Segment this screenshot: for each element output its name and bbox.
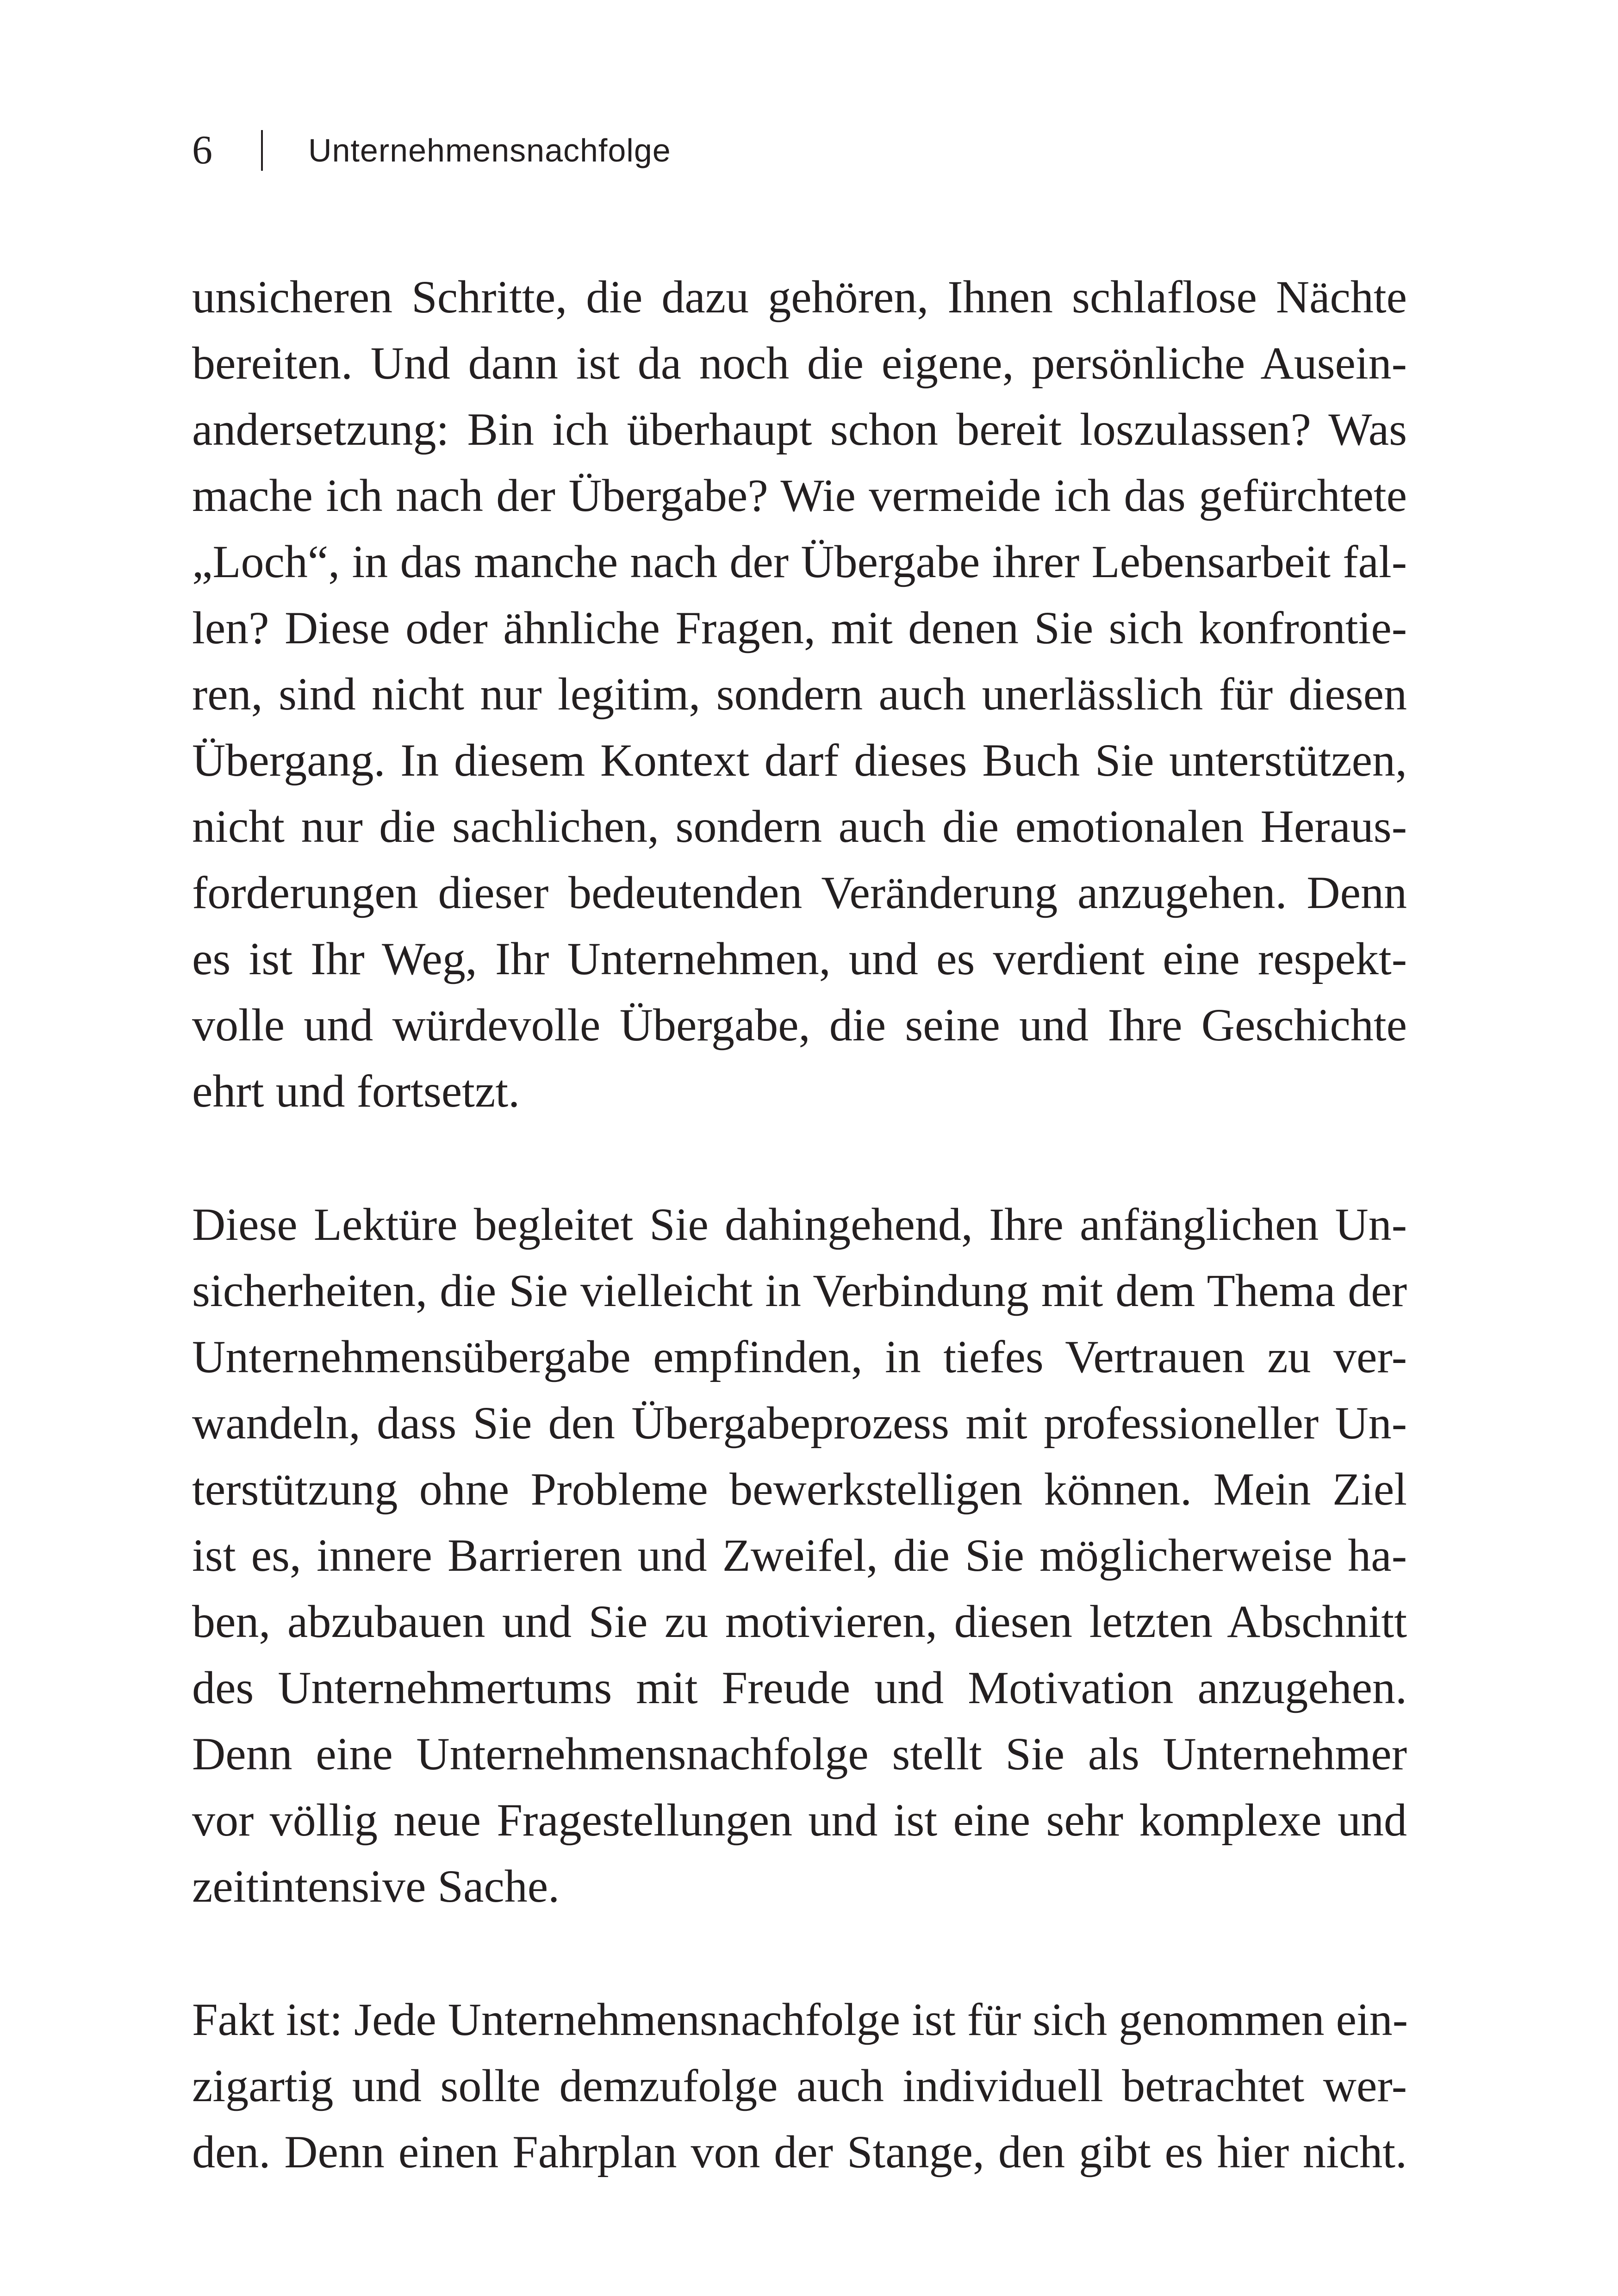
text-line: Übergang. In diesem Kontext darf dieses Buch Sie unterstützen, [192,734,1407,786]
text-line: Unternehmensübergabe empfinden, in tiefes Vertrauen zu ver- [192,1331,1407,1382]
text-line: des Unternehmertums mit Freude und Motivation anzugehen. [192,1662,1407,1713]
text-line: Denn eine Unternehmensnachfolge stellt Sie als Unternehmer [192,1728,1407,1780]
text-line: den. Denn einen Fahrplan von der Stange, den gibt es hier nicht. [192,2126,1407,2178]
text-line: forderungen dieser bedeutenden Veränderung anzugehen. Denn [192,867,1407,918]
body-text [192,264,1407,2185]
running-head-divider [261,130,263,171]
text-line: bereiten. Und dann ist da noch die eigene, persönliche Ausein- [192,337,1407,389]
text-line: vor völlig neue Fragestellungen und ist eine sehr komplexe und [192,1794,1407,1846]
text-line: len? Diese oder ähnliche Fragen, mit denen Sie sich konfrontie- [192,602,1407,653]
text-line: andersetzung: Bin ich überhaupt schon bereit loszulassen? Was [192,404,1407,455]
paragraph-1 [192,264,1407,1124]
text-line: sicherheiten, die Sie vielleicht in Verbindung mit dem Thema der [192,1265,1407,1316]
running-head-title: Unternehmensnachfolge [308,132,671,168]
text-line: nicht nur die sachlichen, sondern auch die emotionalen Heraus- [192,801,1407,852]
text-line: ist es, innere Barrieren und Zweifel, die Sie möglicherweise ha- [192,1530,1407,1581]
text-line: zigartig und sollte demzufolge auch individuell betrachtet wer- [192,2060,1407,2111]
paragraph-spacer [192,1124,1407,1191]
text-line: Fakt ist: Jede Unternehmensnachfolge ist für sich genommen ein- [192,1994,1408,2045]
text-line: ben, abzubauen und Sie zu motivieren, diesen letzten Abschnitt [192,1596,1407,1647]
text-line: Diese Lektüre begleitet Sie dahingehend, Ihre anfänglichen Un- [192,1199,1407,1250]
text-line: wandeln, dass Sie den Übergabeprozess mit professioneller Un- [192,1397,1407,1449]
text-line: mache ich nach der Übergabe? Wie vermeide ich das gefürchtete [192,470,1407,521]
page-number: 6 [192,128,212,173]
text-line: es ist Ihr Weg, Ihr Unternehmen, und es verdient eine respekt- [192,933,1407,984]
paragraph-2 [192,1191,1407,1919]
text-line: zeitintensive Sache. [192,1860,560,1912]
paragraph-3 [192,1986,1407,2185]
text-line: terstützung ohne Probleme bewerkstelligen können. Mein Ziel [192,1463,1407,1515]
text-line: ren, sind nicht nur legitim, sondern auch unerlässlich für diesen [192,668,1407,720]
running-head [192,125,671,176]
text-line: ehrt und fortsetzt. [192,1065,520,1117]
text-line: volle und würdevolle Übergabe, die seine und Ihre Geschichte [192,999,1407,1051]
text-line: „Loch“, in das manche nach der Übergabe ihrer Lebensarbeit fal- [192,536,1407,587]
paragraph-spacer [192,1919,1407,1986]
text-line: unsicheren Schritte, die dazu gehören, Ihnen schlaflose Nächte [192,271,1407,323]
